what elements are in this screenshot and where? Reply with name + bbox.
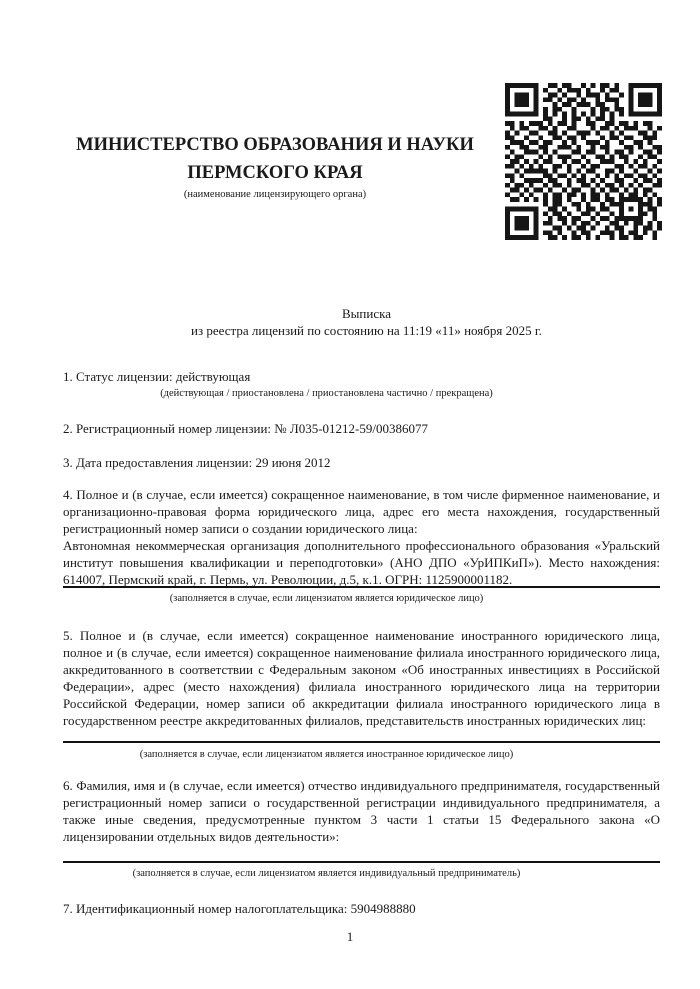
letterhead bbox=[50, 131, 500, 202]
field-legal-entity bbox=[63, 486, 660, 588]
licensing-authority-caption: (наименование лицензирующего органа) bbox=[183, 189, 367, 200]
legal-entity-law-text: 4. Полное и (в случае, если имеется) сокращенное наименование, в том числе фирменное наименование, и организационно-правовая форма юридического лица, адрес его места нахождения, государственный регистрационный номер записи о создании юридического лица: bbox=[63, 487, 660, 536]
fill-line-legal-entity bbox=[63, 586, 660, 588]
note-status-options: (действующая / приостановлена / приостановлена частично / прекращена) bbox=[160, 388, 493, 399]
field-grant-date: 3. Дата предоставления лицензии: 29 июня 2012 bbox=[63, 455, 331, 470]
fill-line-individual-entrepreneur bbox=[63, 861, 660, 863]
document-title: Выписка bbox=[342, 306, 391, 321]
ministry-name-line2: ПЕРМСКОГО КРАЯ bbox=[187, 163, 363, 183]
note-individual-entrepreneur: (заполняется в случае, если лицензиатом является индивидуальный предприниматель) bbox=[132, 868, 521, 879]
fill-line-foreign-entity bbox=[63, 741, 660, 743]
qr-code-image bbox=[505, 83, 662, 240]
field-foreign-entity: 5. Полное и (в случае, если имеется) сокращенное наименование иностранного юридического лица, полное и (в случае, если имеется) сокращенное наименование филиала иностранного юридического лица, аккредитованного в соответствии с Федеральным законом «Об иностранных инвестициях в Российской Федерации», адрес (место нахождения) филиала иностранного юридического лица на территории Российской Федерации, номер записи об аккредитации филиала иностранного юридического лица в государственном реестре аккредитованных филиалов, представительств иностранных юридических лиц: bbox=[63, 628, 660, 728]
document-title-block bbox=[63, 305, 670, 339]
field-inn: 7. Идентификационный номер налогоплательщика: 5904988880 bbox=[63, 901, 416, 916]
document-subtitle: из реестра лицензий по состоянию на 11:19 «11» ноября 2025 г. bbox=[191, 323, 542, 338]
ministry-name-line1: МИНИСТЕРСТВО ОБРАЗОВАНИЯ И НАУКИ bbox=[76, 135, 474, 155]
note-legal-entity: (заполняется в случае, если лицензиатом является юридическое лицо) bbox=[169, 593, 484, 604]
note-foreign-entity: (заполняется в случае, если лицензиатом является иностранное юридическое лицо) bbox=[139, 749, 514, 760]
qr-code bbox=[505, 83, 662, 240]
field-registration-number: 2. Регистрационный номер лицензии: № Л035-01212-59/00386077 bbox=[63, 421, 429, 436]
field-individual-entrepreneur: 6. Фамилия, имя и (в случае, если имеется) отчество индивидуального предпринимателя, государственный регистрационный номер записи о государственной регистрации индивидуального предпринимателя, а также иные сведения, предусмотренные пунктом 3 части 1 статьи 15 Федерального закона «О лицензировании отдельных видов деятельности»: bbox=[63, 778, 660, 844]
field-license-status: 1. Статус лицензии: действующая bbox=[63, 369, 251, 384]
page-number: 1 bbox=[346, 929, 354, 944]
legal-entity-value: Автономная некоммерческая организация дополнительного профессионального образования «Уральский институт повышения квалификации и переподготовки» (АНО ДПО «УрИПКиП»). Место нахождения: 614007, Пермский край, г. Пермь, ул. Революции, д.5, к.1. ОГРН: 1125900001182. bbox=[63, 538, 660, 587]
